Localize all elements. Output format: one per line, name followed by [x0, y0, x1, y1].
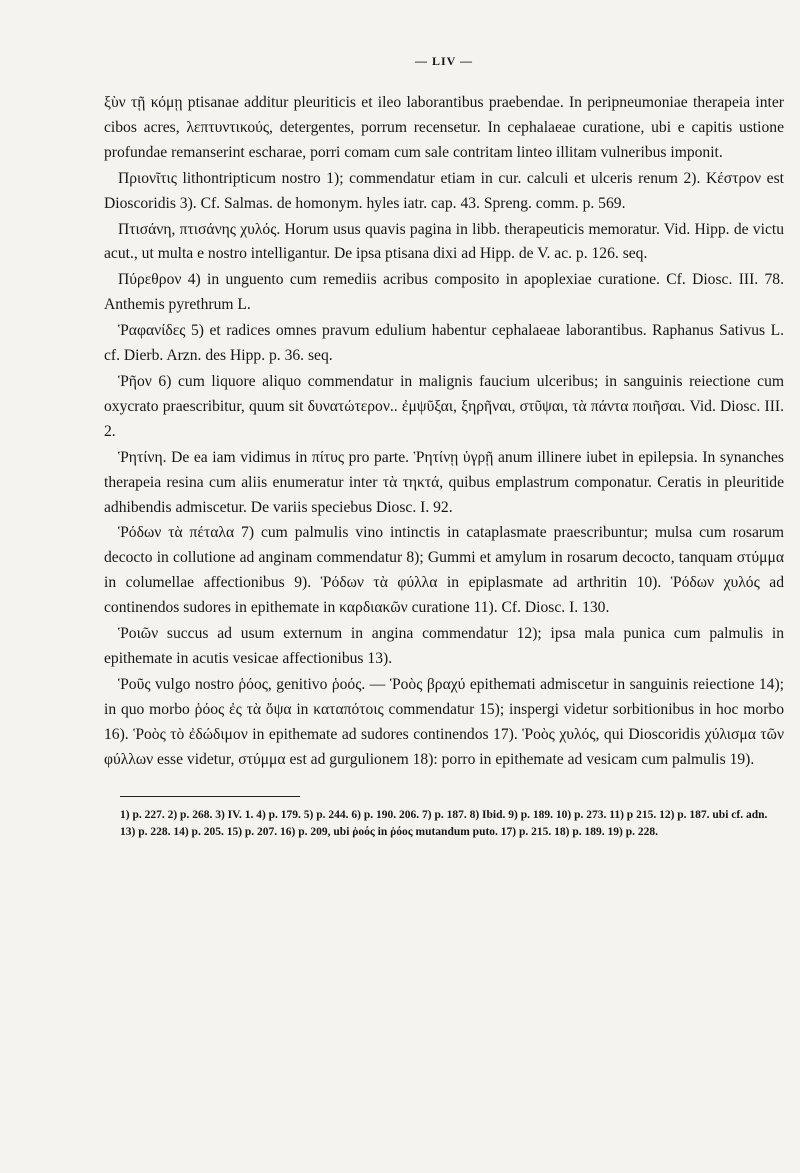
- footnote-list: 1) p. 227. 2) p. 268. 3) IV. 1. 4) p. 179. 5) p. 244. 6) p. 190. 206. 7) p. 187. 8) Ibid. 9) p. 189. 10) p. 273. 11) p 215. 12) p. 187. ubi cf. adn. 13) p. 228. 14) p. 205. 15) p. 207. 16) p. 209, ubi ῥοός in ῥόος mutandum puto. 17) p. 215. 18) p. 189. 19) p. 228.: [120, 809, 768, 839]
- paragraph-rhetine: Ῥητίνη. De ea iam vidimus in πίτυς pro parte. Ῥητίνῃ ὑγρῇ anum illinere iubet in epilepsia. In synanches therapeia resina cum aliis enumeratur inter τὰ τηκτά, quibus emplastrum componatur. Ceratis in pleuritide adhibendis admiscetur. De variis speciebus Diosc. I. 92.: [104, 448, 784, 516]
- paragraph-rhous: Ῥοῦς vulgo nostro ῥόος, genitivo ῥοός. — Ῥοὸς βραχύ epithemati admiscetur in sanguinis reiectione 14); in quo morbo ῥόος ἐς τὰ ὄψα in καταπότοις commendatur 15); inspergi videtur sorbitionibus in hoc morbo 16). Ῥοὸς τὸ ἐδώδιμον in epithemate ad sudores continendos 17). Ῥοὸς χυλός, qui Dioscoridis χύλισμα τῶν φύλλων esse videtur, στύμμα est ad gurgulionem 18): porro in epithemate ad vesicam cum palmulis 19).: [104, 675, 784, 768]
- paragraph-prionitis: Πριονῖτις lithontripticum nostro 1); commendatur etiam in cur. calculi et ulceris renum 2). Κέστρον est Dioscoridis 3). Cf. Salmas. de homonym. hyles iatr. cap. 43. Spreng. comm. p. 569.: [104, 169, 784, 212]
- paragraph-rhodon: Ῥόδων τὰ πέταλα 7) cum palmulis vino intinctis in cataplasmate praescribuntur; mulsa cum rosarum decocto in collutione ad anginam commendatur 8); Gummi et amylum in rosarum decocto, tanquam στύμμα in columellae affectionibus 9). Ῥόδων τὰ φύλλα in epiplasmate ad arthritin 10). Ῥόδων χυλός ad continendos sudores in epithemate in καρδιακῶν curatione 11). Cf. Diosc. I. 130.: [104, 524, 784, 617]
- paragraph-ptisane: Πτισάνη, πτισάνης χυλός. Horum usus quavis pagina in libb. therapeuticis memoratur. Vid. Hipp. de victu acut., ut multa e nostro intelligantur. De ipsa ptisana dixi ad Hipp. de V. ac. p. 126. seq.: [104, 220, 784, 263]
- paragraph-raphanides: Ῥαφανίδες 5) et radices omnes pravum edulium habentur cephalaeae laborantibus. Raphanus Sativus L. cf. Dierb. Arzn. des Hipp. p. 36. seq.: [104, 322, 784, 365]
- page-number-header: — LIV —: [414, 54, 474, 68]
- paragraph-rhoion: Ῥοιῶν succus ad usum externum in angina commendatur 12); ipsa mala punica cum palmulis in epithemate in acutis vesicae affectionibus 13).: [104, 625, 784, 667]
- footnotes: [104, 807, 784, 841]
- body-text: [104, 91, 784, 772]
- paragraph-rheon: Ῥῆον 6) cum liquore aliquo commendatur in malignis faucium ulceribus; in sanguinis reiectione cum oxycrato praescribitur, quum sit δυνατώτερον.. ἐμψῦξαι, ξηρῆναι, στῦψαι, τὰ πάντα ποιῆσαι. Vid. Diosc. III. 2.: [104, 372, 784, 440]
- paragraph-pyrethron: Πύρεθρον 4) in unguento cum remediis acribus composito in apoplexiae curatione. Cf. Diosc. III. 78. Anthemis pyrethrum L.: [104, 271, 784, 314]
- footnote-separator: [120, 796, 300, 797]
- paragraph-porrum: ξὺν τῇ κόμῃ ptisanae additur pleuriticis et ileo laborantibus praebendae. In peripneumoniae therapeia inter cibos acres, λεπτυντικούς, detergentes, porrum recensetur. In cephalaeae curatione, ubi e capitis ustione profundae remanserint escharae, porri comam cum sale contritam linteo illitam vulneribus imponit.: [104, 94, 784, 161]
